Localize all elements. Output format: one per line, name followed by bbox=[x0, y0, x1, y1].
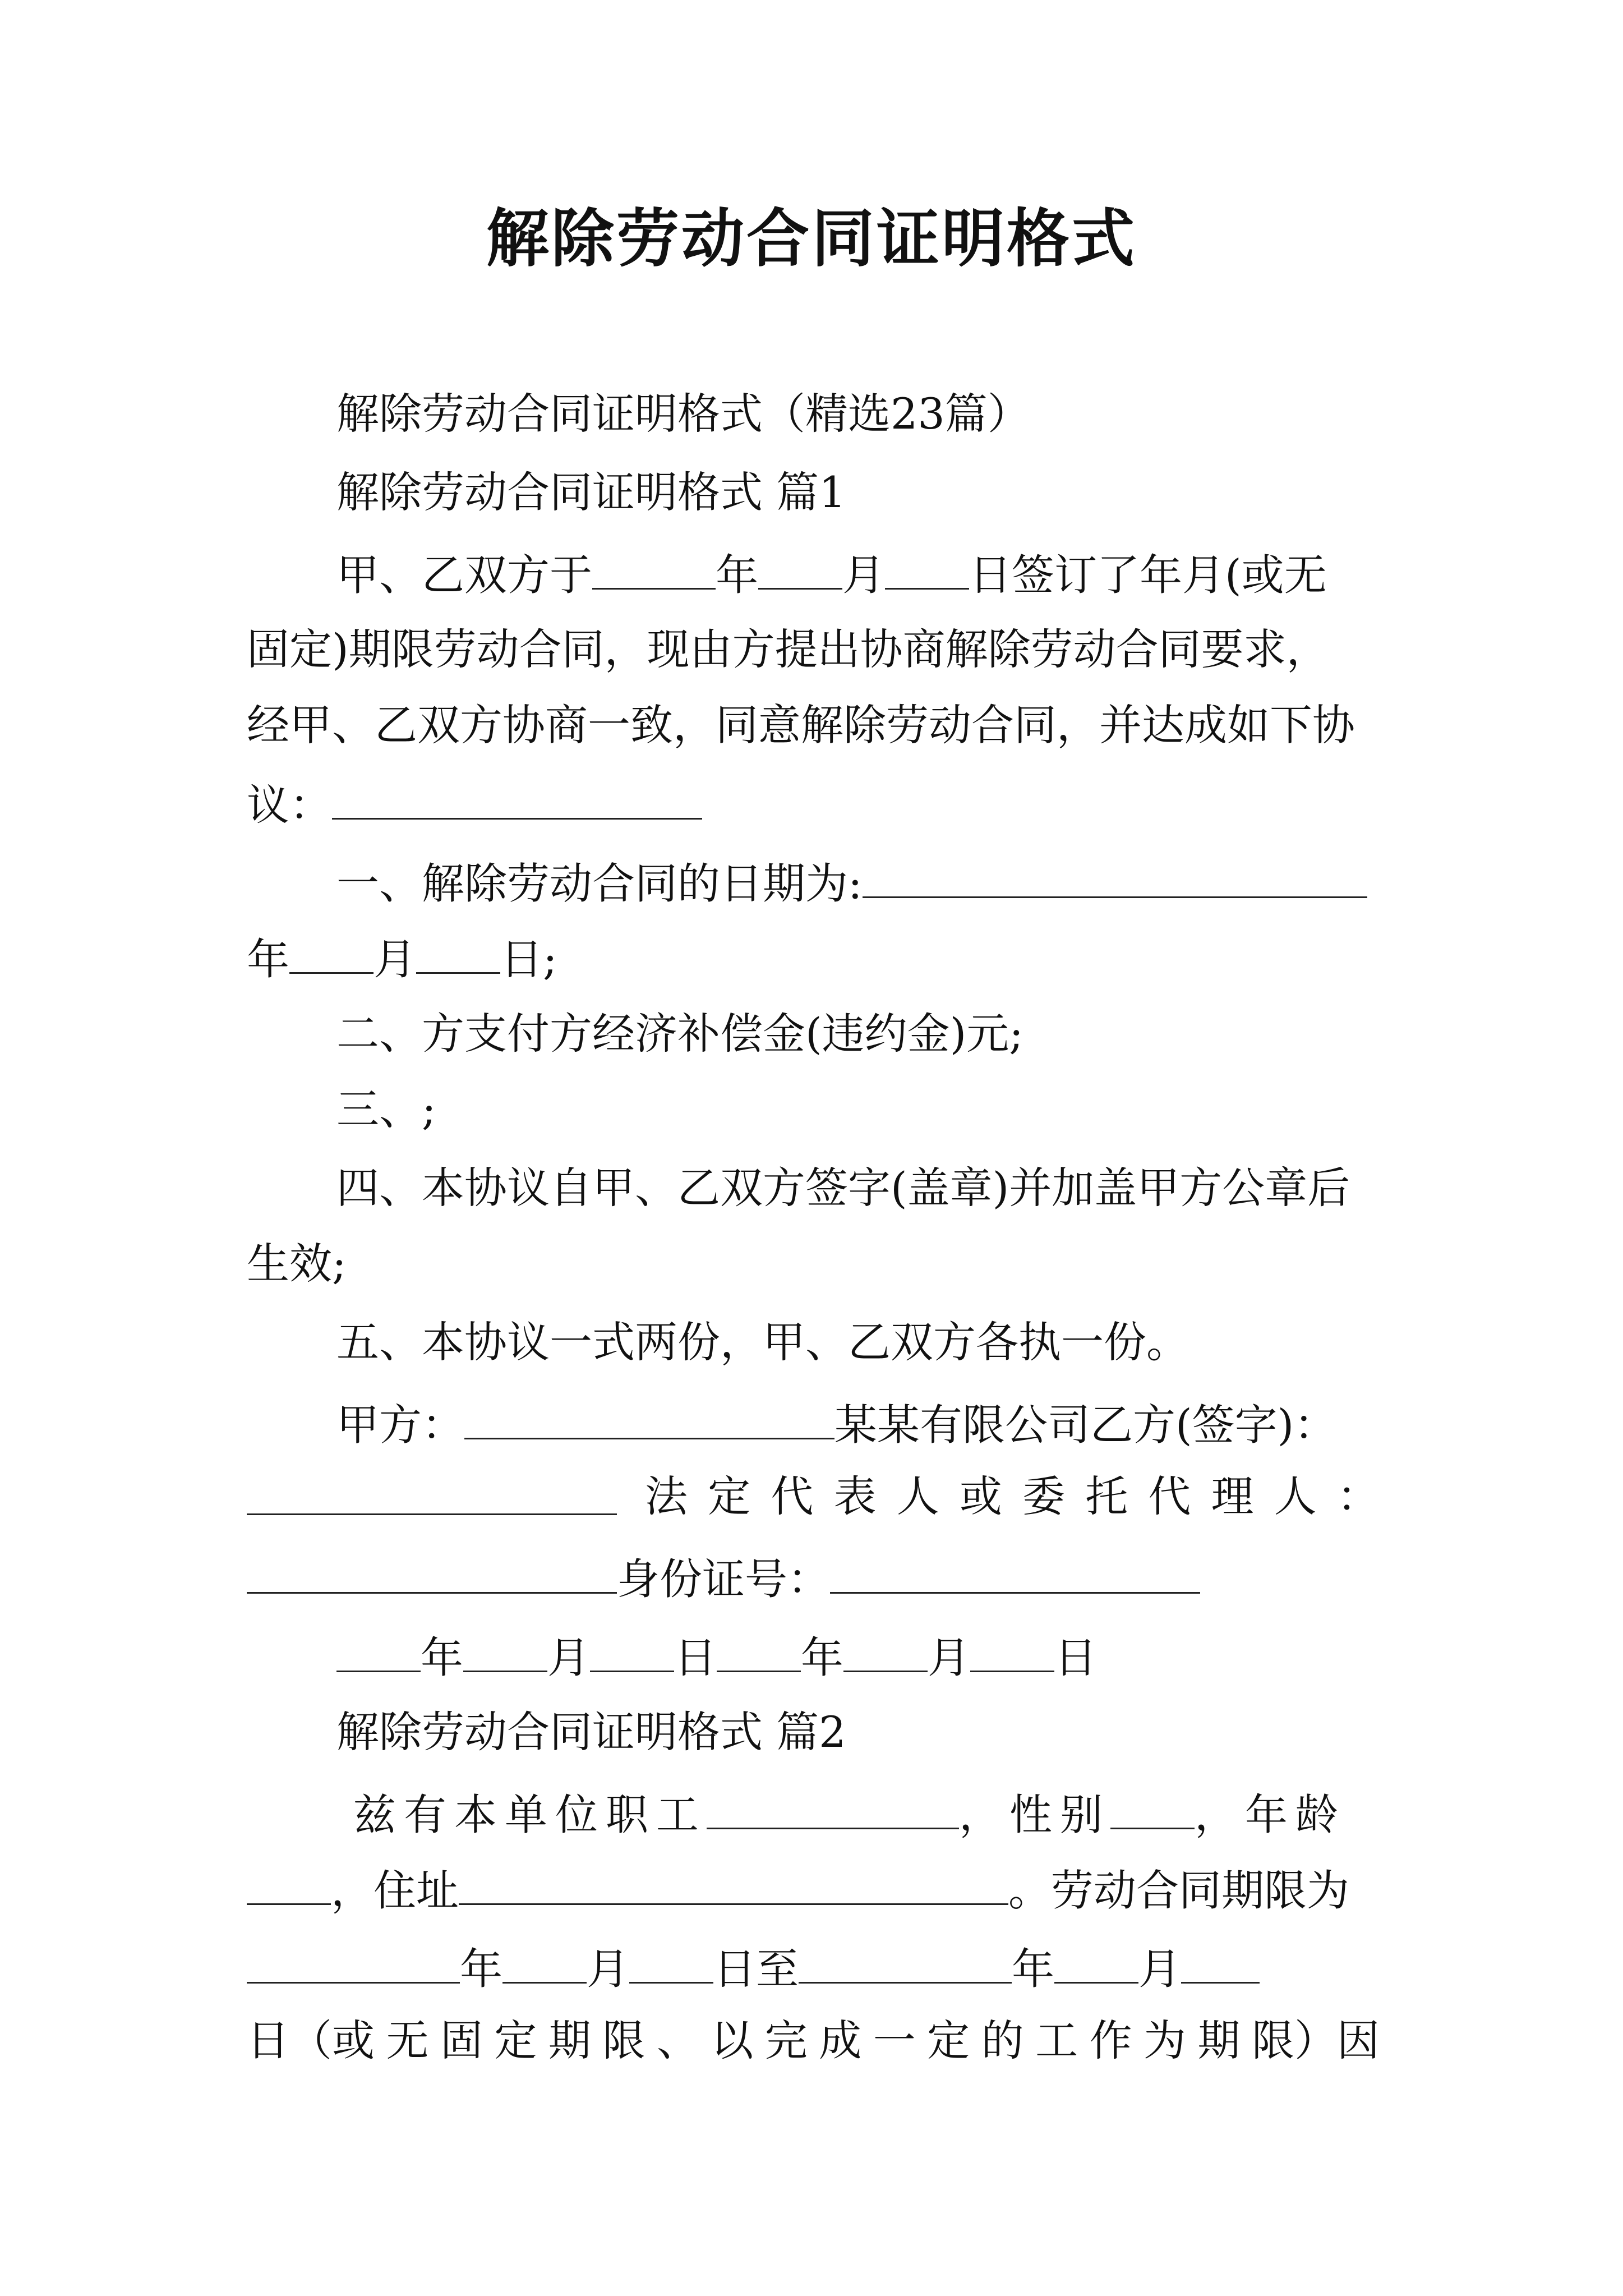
char: 以 bbox=[711, 2016, 754, 2065]
char: 定 bbox=[927, 2016, 970, 2065]
text: 兹有本单位职工 bbox=[353, 1789, 707, 1840]
char: 工 bbox=[1035, 2016, 1078, 2065]
blank-underline bbox=[629, 1944, 713, 1984]
subtitle: 解除劳动合同证明格式（精选23篇） bbox=[336, 389, 1030, 439]
blank-underline bbox=[332, 780, 702, 820]
blank-underline bbox=[1181, 1944, 1260, 1984]
blank-underline bbox=[830, 1554, 1200, 1594]
text: 年 bbox=[1012, 1944, 1054, 1994]
char: 的 bbox=[981, 2016, 1024, 2065]
char: 法 bbox=[645, 1471, 688, 1521]
char: 限 bbox=[602, 2016, 645, 2065]
section2-heading: 解除劳动合同证明格式 篇2 bbox=[336, 1707, 846, 1757]
paragraph-1-line-4 bbox=[247, 780, 702, 830]
text: 日至 bbox=[713, 1944, 799, 1994]
text: 甲、乙双方于 bbox=[336, 550, 592, 600]
char: 作 bbox=[1089, 2016, 1132, 2065]
item-5: 五、本协议一式两份，甲、乙双方各执一份。 bbox=[336, 1317, 1189, 1367]
signature-line-1 bbox=[336, 1400, 1337, 1450]
blank-underline bbox=[843, 1632, 928, 1672]
blank-underline bbox=[590, 1632, 674, 1672]
item-2: 二、方支付方经济补偿金(违约金)元; bbox=[336, 1009, 1023, 1059]
paragraph-1-line-1 bbox=[336, 550, 1327, 600]
char: 一 bbox=[873, 2016, 916, 2065]
blank-underline bbox=[502, 1944, 587, 1984]
text: ，年龄 bbox=[1195, 1789, 1346, 1840]
char: 托 bbox=[1085, 1471, 1128, 1521]
text: 。劳动合同期限为 bbox=[1008, 1865, 1349, 1916]
blank-underline bbox=[885, 550, 969, 590]
char: 人 bbox=[1274, 1471, 1317, 1521]
date-char: 日 bbox=[1054, 1632, 1097, 1683]
section2-line-2 bbox=[247, 1865, 1349, 1916]
char: 代 bbox=[771, 1471, 814, 1521]
blank-underline bbox=[289, 934, 374, 974]
char: 理 bbox=[1211, 1471, 1254, 1521]
blank-underline bbox=[459, 1865, 1008, 1905]
text: 月 bbox=[842, 550, 885, 600]
section2-line-4 bbox=[247, 2016, 1380, 2065]
blank-underline bbox=[247, 1554, 617, 1594]
text: 月 bbox=[587, 1944, 629, 1994]
signature-line-3 bbox=[247, 1554, 1200, 1604]
date-line bbox=[336, 1632, 1097, 1683]
text: 月 bbox=[1138, 1944, 1181, 1994]
text: ，住址 bbox=[331, 1865, 459, 1916]
text: 议： bbox=[247, 780, 332, 830]
char: 委 bbox=[1022, 1471, 1066, 1521]
text: ，性别 bbox=[959, 1789, 1110, 1840]
date-char: 月 bbox=[547, 1632, 590, 1683]
char: 为 bbox=[1144, 2016, 1187, 2065]
text: 年 bbox=[716, 550, 758, 600]
item-1-line-2 bbox=[247, 934, 557, 984]
date-char: 年 bbox=[421, 1632, 463, 1683]
text: 月 bbox=[374, 934, 416, 984]
char: ： bbox=[1336, 1471, 1380, 1521]
char: 或 bbox=[959, 1471, 1002, 1521]
item-4-line-2: 生效; bbox=[247, 1239, 347, 1289]
blank-underline bbox=[463, 1632, 547, 1672]
text: 日; bbox=[500, 934, 557, 984]
char: 表 bbox=[833, 1471, 877, 1521]
char: 人 bbox=[896, 1471, 939, 1521]
blank-underline bbox=[336, 1632, 421, 1672]
char: 限）因 bbox=[1251, 2016, 1380, 2065]
item-3: 三、; bbox=[336, 1084, 436, 1134]
text: 日签订了年月(或无 bbox=[969, 550, 1327, 600]
char: 定 bbox=[494, 2016, 537, 2065]
char: 完 bbox=[764, 2016, 808, 2065]
char: 成 bbox=[819, 2016, 862, 2065]
section1-heading: 解除劳动合同证明格式 篇1 bbox=[336, 467, 846, 517]
text: 身份证号： bbox=[617, 1554, 830, 1604]
char: 定 bbox=[708, 1471, 751, 1521]
blank-underline bbox=[1110, 1789, 1195, 1829]
blank-underline bbox=[707, 1789, 959, 1829]
text: 一、解除劳动合同的日期为: bbox=[336, 858, 863, 909]
char: 无 bbox=[386, 2016, 429, 2065]
char: 日（或 bbox=[247, 2016, 375, 2065]
blank-underline bbox=[247, 1475, 617, 1515]
page-title: 解除劳动合同证明格式 bbox=[486, 203, 1137, 275]
text: 某某有限公司乙方(签字)： bbox=[834, 1400, 1337, 1450]
char: 代 bbox=[1148, 1471, 1191, 1521]
blank-underline bbox=[247, 1865, 331, 1905]
date-char: 日 bbox=[674, 1632, 717, 1683]
blank-underline bbox=[592, 550, 716, 590]
item-1-line-1 bbox=[336, 858, 1367, 909]
section2-line-1 bbox=[353, 1789, 1346, 1840]
text: 甲方： bbox=[336, 1400, 464, 1450]
date-char: 月 bbox=[928, 1632, 970, 1683]
blank-underline bbox=[863, 858, 1367, 898]
signature-line-2-blank bbox=[247, 1475, 617, 1522]
paragraph-1-line-3: 经甲、乙双方协商一致，同意解除劳动合同，并达成如下协 bbox=[247, 700, 1355, 750]
char: 固 bbox=[440, 2016, 483, 2065]
blank-underline bbox=[247, 1944, 460, 1984]
blank-underline bbox=[717, 1632, 801, 1672]
blank-underline bbox=[970, 1632, 1054, 1672]
blank-underline bbox=[1054, 1944, 1138, 1984]
char: 、 bbox=[656, 2016, 699, 2065]
legal-representative-label bbox=[645, 1471, 1380, 1521]
blank-underline bbox=[799, 1944, 1012, 1984]
char: 期 bbox=[548, 2016, 591, 2065]
char: 期 bbox=[1197, 2016, 1241, 2065]
paragraph-1-line-2: 固定)期限劳动合同，现由方提出协商解除劳动合同要求， bbox=[247, 624, 1329, 674]
item-4-line-1: 四、本协议自甲、乙双方签字(盖章)并加盖甲方公章后 bbox=[336, 1163, 1350, 1213]
section2-line-3 bbox=[247, 1944, 1260, 1994]
blank-underline bbox=[416, 934, 500, 974]
blank-underline bbox=[758, 550, 842, 590]
text: 年 bbox=[460, 1944, 502, 1994]
date-char: 年 bbox=[801, 1632, 843, 1683]
blank-underline bbox=[464, 1400, 834, 1439]
text: 年 bbox=[247, 934, 289, 984]
